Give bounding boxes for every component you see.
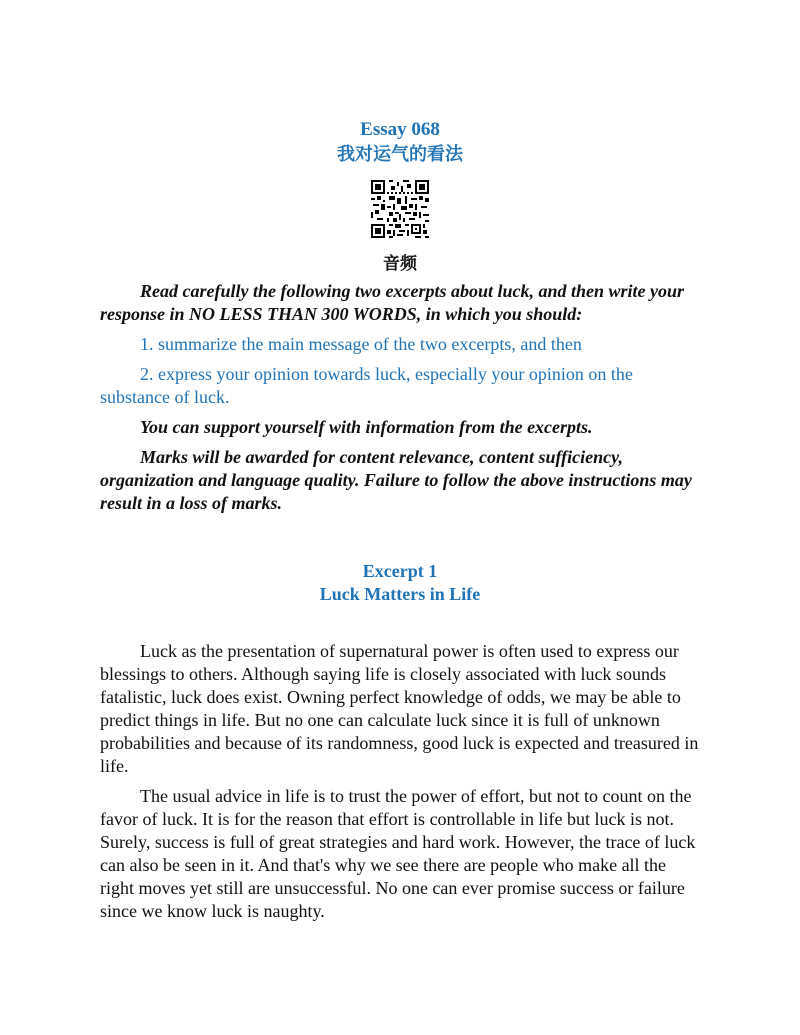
instruction-point-1: 1. summarize the main message of the two excerpts, and then <box>140 334 582 354</box>
excerpt-paragraph: Luck as the presentation of supernatural power is often used to express our blessings to others. Although saying life is closely associated with luck sounds fatalistic, luck does exist. Owning perfect knowledge of odds, we may be able to predict things in life. But no one can calculate luck since it is full of unknown probabilities and because of its randomness, good luck is expected and treasured in life. <box>100 641 699 776</box>
excerpt-heading <box>100 560 700 606</box>
instruction-support: You can support yourself with information from the excerpts. <box>140 417 593 437</box>
instruction-intro: Read carefully the following two excerpts about luck, and then write your response in NO LESS THAN 300 WORDS, in which you should: <box>100 281 685 324</box>
qr-code-container <box>100 180 700 238</box>
essay-number: Essay 068 <box>360 119 440 140</box>
instruction-point-2: 2. express your opinion towards luck, especially your opinion on the substance of luck. <box>100 364 633 407</box>
excerpt-title: Luck Matters in Life <box>319 584 481 604</box>
excerpt-paragraph: The usual advice in life is to trust the power of effort, but not to count on the favor of luck. It is for the reason that effort is controllable in life but luck is not. Surely, success is full of great strategies and hard work. However, the trace of luck can also be seen in it. And that's why we see there are people who make all the right moves yet still are unsuccessful. No one can ever promise success or failure since we know luck is naughty. <box>100 786 696 921</box>
excerpt-label: Excerpt 1 <box>362 561 438 581</box>
audio-label[interactable]: 音频 <box>383 254 417 274</box>
instruction-marks: Marks will be awarded for content relevance, content sufficiency, organization and language quality. Failure to follow the above instructions may result in a loss of marks. <box>100 447 692 513</box>
qr-code-icon[interactable] <box>371 180 429 238</box>
document-page <box>100 118 700 923</box>
essay-title: 我对运气的看法 <box>337 144 463 165</box>
